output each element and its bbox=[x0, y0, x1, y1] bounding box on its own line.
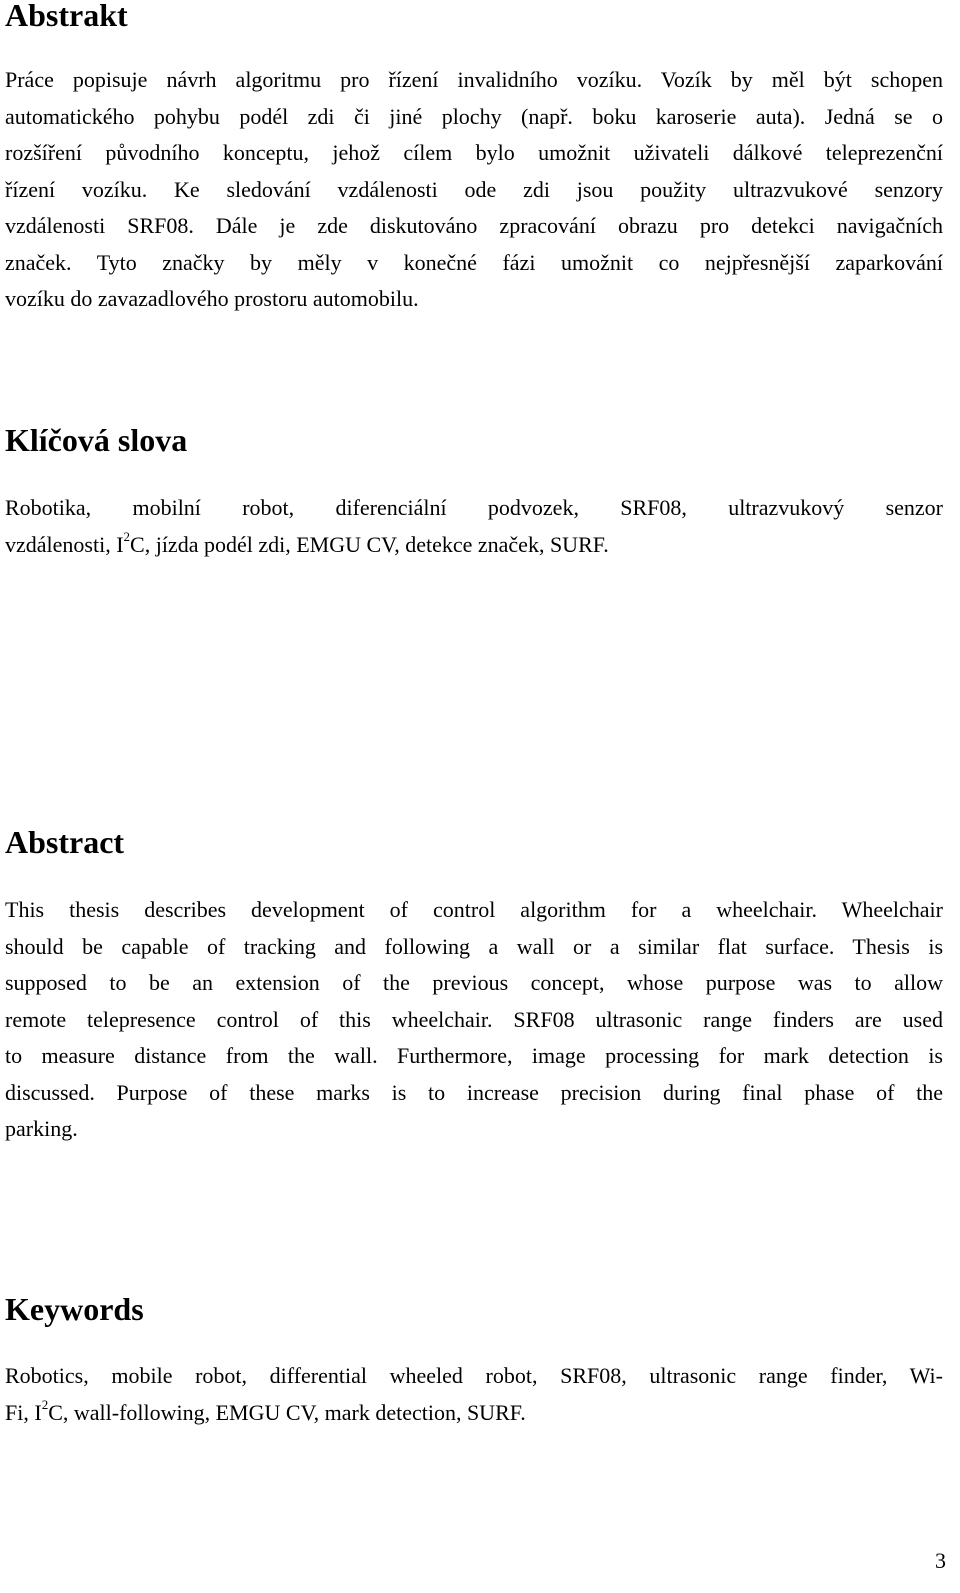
abstract-paragraph bbox=[5, 892, 943, 1148]
abstrakt-line: řízení vozíku. Ke sledování vzdálenosti ode zdi jsou použity ultrazvukové senzory bbox=[5, 176, 943, 202]
abstract-line: remote telepresence control of this wheelchair. SRF08 ultrasonic range finders are used bbox=[5, 1006, 943, 1032]
abstrakt-line: vzdálenosti SRF08. Dále je zde diskutováno zpracování obrazu pro detekci navigačních bbox=[5, 213, 943, 238]
keywords-line: Robotics, mobile robot, differential wheeled robot, SRF08, ultrasonic range finder, Wi- bbox=[5, 1363, 943, 1388]
abstract-line: to measure distance from the wall. Furthermore, image processing for mark detection is bbox=[5, 1043, 943, 1068]
abstrakt-heading: Abstrakt bbox=[5, 0, 128, 33]
abstract-line: supposed to be an extension of the previous concept, whose purpose was to allow bbox=[5, 970, 943, 995]
page-number: 3 bbox=[935, 1548, 946, 1573]
keywords-paragraph bbox=[5, 1358, 943, 1431]
klicova-slova-line: Robotika, mobilní robot, diferenciální podvozek, SRF08, ultrazvukový senzor bbox=[5, 495, 943, 520]
klicova-slova-text: C, jízda podél zdi, EMGU CV, detekce značek, SURF. bbox=[130, 531, 609, 557]
abstract-line: parking. bbox=[5, 1116, 78, 1141]
keywords-text: Fi, I bbox=[5, 1399, 42, 1425]
abstrakt-line: vozíku do zavazadlového prostoru automobilu. bbox=[5, 286, 419, 311]
superscript-two: 2 bbox=[41, 1397, 49, 1413]
klicova-slova-text: vzdálenosti, I bbox=[5, 531, 124, 557]
superscript-two: 2 bbox=[123, 529, 131, 545]
keywords-heading: Keywords bbox=[5, 1291, 144, 1327]
keywords-text: C, wall-following, EMGU CV, mark detection, SURF. bbox=[48, 1399, 526, 1425]
abstrakt-line: automatického pohybu podél zdi či jiné plochy (např. boku karoserie auta). Jedná se o bbox=[5, 103, 943, 129]
abstract-line: This thesis describes development of control algorithm for a wheelchair. Wheelchair bbox=[5, 897, 943, 922]
abstrakt-line: značek. Tyto značky by měly v konečné fázi umožnit co nejpřesnější zaparkování bbox=[5, 249, 943, 275]
klicova-slova-line bbox=[5, 527, 943, 564]
klicova-slova-paragraph bbox=[5, 490, 943, 563]
abstract-line: should be capable of tracking and following a wall or a similar flat surface. Thesis is bbox=[5, 933, 943, 959]
abstrakt-line: rozšíření původního konceptu, jehož cílem bylo umožnit uživateli dálkové teleprezenční bbox=[5, 140, 943, 165]
abstrakt-line: Práce popisuje návrh algoritmu pro řízení invalidního vozíku. Vozík by měl být schopen bbox=[5, 67, 943, 92]
abstract-heading: Abstract bbox=[5, 824, 125, 860]
abstrakt-paragraph bbox=[5, 62, 943, 318]
abstract-line: discussed. Purpose of these marks is to increase precision during final phase of the bbox=[5, 1079, 943, 1105]
keywords-line bbox=[5, 1395, 943, 1432]
klicova-slova-heading: Klíčová slova bbox=[5, 422, 188, 458]
